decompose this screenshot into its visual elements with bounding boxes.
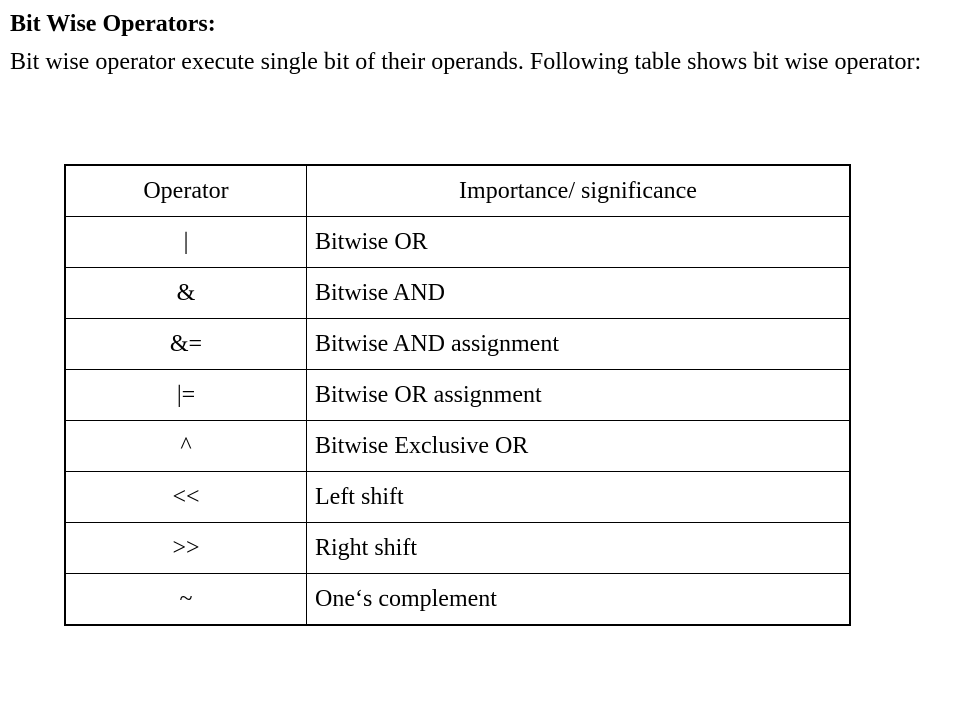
operator-cell: | xyxy=(66,217,307,268)
operator-cell: ~ xyxy=(66,574,307,625)
table-row xyxy=(66,268,850,319)
operator-cell: &= xyxy=(66,319,307,370)
header-operator: Operator xyxy=(66,166,307,217)
table-row xyxy=(66,523,850,574)
significance-cell: Bitwise AND assignment xyxy=(307,319,850,370)
significance-cell: One‘s complement xyxy=(307,574,850,625)
operator-cell: |= xyxy=(66,370,307,421)
significance-cell: Bitwise AND xyxy=(307,268,850,319)
operator-cell: >> xyxy=(66,523,307,574)
table-header xyxy=(66,166,850,217)
significance-cell: Bitwise Exclusive OR xyxy=(307,421,850,472)
table-row xyxy=(66,319,850,370)
operator-cell: & xyxy=(66,268,307,319)
operator-cell: ^ xyxy=(66,421,307,472)
table-row xyxy=(66,574,850,625)
bitwise-operators-table xyxy=(65,165,850,625)
intro-paragraph: Bit wise operator execute single bit of their operands. Following table shows bit wise operator: xyxy=(10,49,922,75)
header-significance: Importance/ significance xyxy=(307,166,850,217)
significance-cell: Bitwise OR assignment xyxy=(307,370,850,421)
table-row xyxy=(66,472,850,523)
table-row xyxy=(66,217,850,268)
significance-cell: Right shift xyxy=(307,523,850,574)
significance-cell: Bitwise OR xyxy=(307,217,850,268)
table-row xyxy=(66,421,850,472)
operator-cell: << xyxy=(66,472,307,523)
significance-cell: Left shift xyxy=(307,472,850,523)
table-row xyxy=(66,370,850,421)
section-heading: Bit Wise Operators: xyxy=(10,11,216,37)
table-body xyxy=(66,217,850,625)
header-row xyxy=(66,166,850,217)
